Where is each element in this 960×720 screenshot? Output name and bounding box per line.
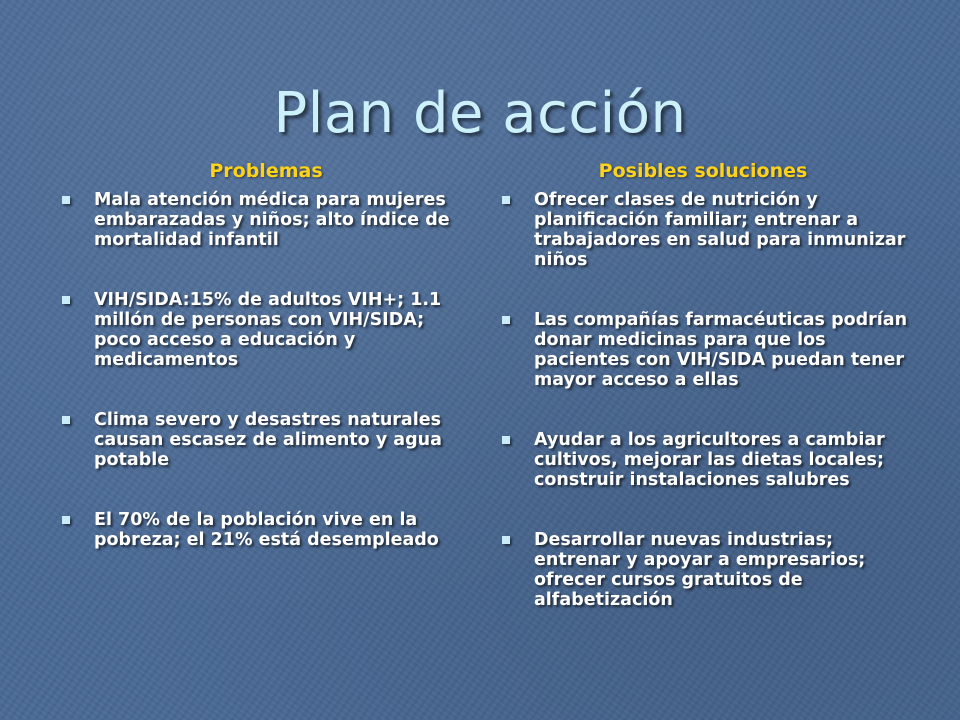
- square-bullet-icon: [62, 516, 70, 524]
- solution-item-text: Desarrollar nuevas industrias; entrenar y apoyar a empresarios; ofrecer cursos gratuitos de alfabetización: [534, 530, 866, 610]
- square-bullet-icon: [62, 296, 70, 304]
- problem-item: [56, 510, 456, 550]
- square-bullet-icon: [502, 436, 510, 444]
- square-bullet-icon: [62, 416, 70, 424]
- solution-item-text: Ayudar a los agricultores a cambiar cultivos, mejorar las dietas locales; construir instalaciones salubres: [534, 430, 885, 490]
- solution-item: [496, 190, 910, 270]
- slide-title: Plan de acción: [273, 81, 687, 146]
- solution-item-text: Ofrecer clases de nutrición y planificación familiar; entrenar a trabajadores en salud para inmunizar niños: [534, 190, 906, 270]
- problems-heading: Problemas: [209, 160, 323, 182]
- problems-column: [56, 158, 456, 590]
- square-bullet-icon: [502, 196, 510, 204]
- square-bullet-icon: [502, 316, 510, 324]
- solutions-heading: Posibles soluciones: [598, 160, 808, 182]
- solutions-list: [496, 190, 910, 610]
- problem-item-text: VIH/SIDA:15% de adultos VIH+; 1.1 millón de personas con VIH/SIDA; poco acceso a educación y medicamentos: [94, 290, 442, 370]
- problem-item: [56, 290, 456, 370]
- problem-item: [56, 190, 456, 250]
- solution-item: [496, 310, 910, 390]
- problems-list: [56, 190, 456, 550]
- solutions-column: [496, 158, 910, 650]
- solution-item: [496, 430, 910, 490]
- problem-item: [56, 410, 456, 470]
- square-bullet-icon: [62, 196, 70, 204]
- solution-item: [496, 530, 910, 610]
- square-bullet-icon: [502, 536, 510, 544]
- solution-item-text: Las compañías farmacéuticas podrían donar medicinas para que los pacientes con VIH/SIDA puedan tener mayor acceso a ellas: [534, 310, 908, 390]
- problem-item-text: El 70% de la población vive en la pobreza; el 21% está desempleado: [94, 510, 439, 550]
- problem-item-text: Clima severo y desastres naturales causan escasez de alimento y agua potable: [94, 410, 442, 470]
- problem-item-text: Mala atención médica para mujeres embarazadas y niños; alto índice de mortalidad infantil: [94, 190, 450, 250]
